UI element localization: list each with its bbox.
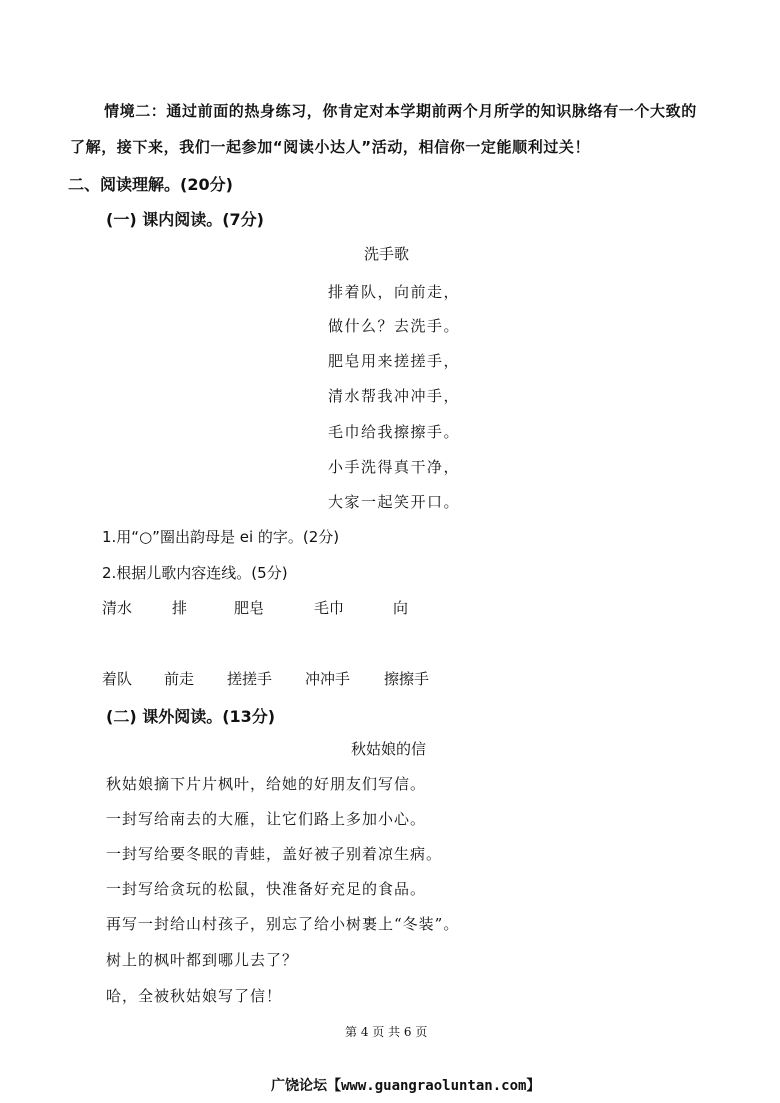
poem-line: 大家一起笑开口。 (328, 493, 461, 511)
poem-line: 肥皂用来搓搓手， (328, 352, 461, 370)
match-word-bottom[interactable]: 着队 (102, 670, 133, 688)
story-line: 哈，全被秋姑娘写了信！ (106, 987, 283, 1005)
intro-line-1: 情境二：通过前面的热身练习，你肯定对本学期前两个月所学的知识脉络有一个大致的 (104, 102, 697, 120)
question-2: 2.根据儿歌内容连线。(5分) (102, 564, 288, 582)
match-word-top[interactable]: 排 (172, 599, 188, 617)
part-two-heading: (二) 课外阅读。(13分) (106, 707, 276, 726)
story-line: 一封写给南去的大雁，让它们路上多加小心。 (106, 810, 427, 828)
match-word-top[interactable]: 向 (393, 599, 409, 617)
poem-line: 清水帮我冲冲手， (328, 387, 461, 405)
story-line: 秋姑娘摘下片片枫叶，给她的好朋友们写信。 (106, 775, 427, 793)
poem-title: 洗手歌 (364, 245, 410, 263)
poem-line: 小手洗得真干净， (328, 458, 461, 476)
match-word-bottom[interactable]: 搓搓手 (227, 670, 273, 688)
story-line: 一封写给贪玩的松鼠，快准备好充足的食品。 (106, 880, 427, 898)
story-title: 秋姑娘的信 (351, 740, 427, 758)
story-line: 树上的枫叶都到哪儿去了？ (106, 951, 299, 969)
intro-line-2: 了解，接下来，我们一起参加“阅读小达人”活动，相信你一定能顺利过关！ (70, 138, 591, 156)
section-heading: 二、阅读理解。(20分) (68, 175, 233, 194)
match-word-bottom[interactable]: 冲冲手 (305, 670, 351, 688)
match-word-top[interactable]: 毛巾 (314, 599, 345, 617)
part-one-heading: (一) 课内阅读。(7分) (106, 210, 264, 229)
poem-line: 排着队，向前走， (328, 283, 461, 301)
match-word-top[interactable]: 清水 (102, 599, 133, 617)
match-word-bottom[interactable]: 擦擦手 (384, 670, 430, 688)
match-word-bottom[interactable]: 前走 (164, 670, 195, 688)
story-line: 再写一封给山村孩子，别忘了给小树裹上“冬装”。 (106, 915, 460, 933)
page-number: 第 4 页 共 6 页 (345, 1025, 428, 1039)
poem-line: 毛巾给我擦擦手。 (328, 423, 461, 441)
poem-line: 做什么？去洗手。 (328, 317, 461, 335)
story-line: 一封写给要冬眠的青蛙，盖好被子别着凉生病。 (106, 845, 443, 863)
match-word-top[interactable]: 肥皂 (234, 599, 265, 617)
question-1: 1.用“○”圈出韵母是 ei 的字。(2分) (102, 528, 340, 546)
site-watermark: 广饶论坛【www.guangraoluntan.com】 (271, 1078, 541, 1094)
